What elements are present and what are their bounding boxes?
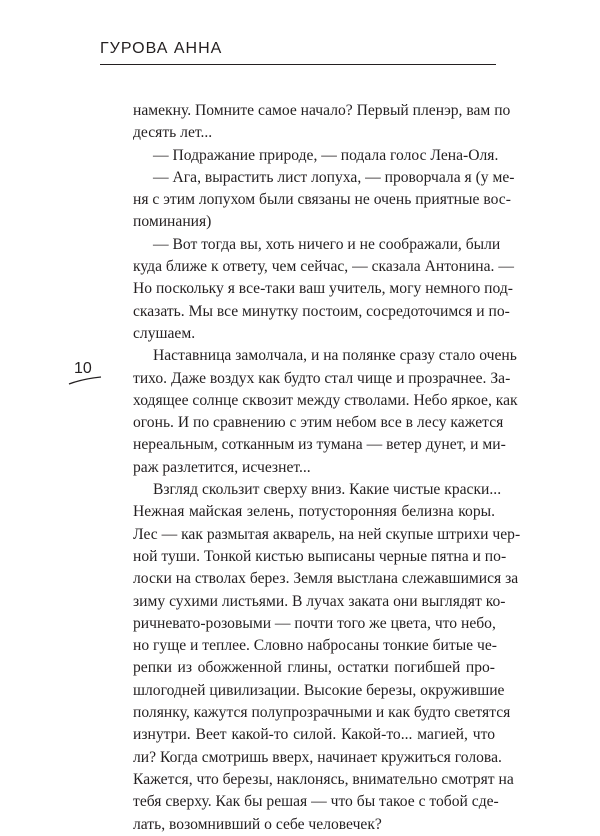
- text-line: намекну. Помните самое начало? Первый пленэр, вам по: [133, 102, 511, 119]
- running-header-author: ГУРОВА АННА: [100, 40, 223, 57]
- text-line: шлогодней цивилизации. Высокие березы, окружившие: [133, 681, 505, 699]
- text-line: раж разлетится, исчезнет...: [133, 458, 311, 476]
- text-line: лать, возомнивший о себе человечек?: [133, 815, 382, 833]
- text-line: — Ага, вырастить лист лопуха, — проворчала я (у ме-: [153, 168, 515, 186]
- text-line: куда ближе к ответу, чем сейчас, — сказала Антонина. —: [133, 258, 514, 276]
- text-line: ходящее солнце сквозит между стволами. Небо яркое, как: [133, 391, 518, 409]
- text-line: ли? Когда смотришь вверх, начинает кружиться голова.: [133, 748, 502, 766]
- text-line: Взгляд скользит сверху вниз. Какие чистые краски...: [153, 481, 502, 499]
- text-line: поминания): [133, 213, 212, 231]
- text-line: Кажется, что березы, наклонясь, внимательно смотрят на: [133, 770, 514, 788]
- text-line: тихо. Даже воздух как будто стал чище и прозрачнее. За-: [133, 369, 511, 387]
- text-line: но гуще и теплее. Словно набросаны тонкие битые че-: [133, 637, 497, 655]
- text-line: изнутри. Веет какой-то силой. Какой-то... магией, что: [133, 726, 495, 744]
- text-line: сказать. Мы все минутку постоим, сосредоточимся и по-: [133, 302, 510, 320]
- page-number-swoosh-icon: [68, 376, 102, 386]
- text-line: — Подражание природе, — подала голос Лена-Оля.: [153, 146, 499, 164]
- body-text: [133, 100, 521, 836]
- text-line: Наставница замолчала, и на полянке сразу стало очень: [153, 347, 517, 365]
- page-number: 10: [74, 360, 92, 377]
- text-line: ной туши. Тонкой кистью выписаны черные пятна и по-: [133, 547, 507, 565]
- text-line: репки из обожженной глины, остатки погибшей про-: [133, 659, 495, 677]
- text-line: Лес — как размытая акварель, на ней скупые штрихи чер-: [133, 525, 521, 543]
- text-line: слушаем.: [133, 324, 196, 342]
- text-line: ня с этим лопухом были связаны не очень приятные вос-: [133, 191, 511, 209]
- text-line: Нежная майская зелень, потусторонняя белизна коры.: [133, 503, 495, 521]
- text-line: десять лет...: [133, 124, 213, 142]
- text-line: лоски на стволах берез. Земля выстлана слежавшимися за: [133, 570, 519, 588]
- text-line: — Вот тогда вы, хоть ничего и не соображали, были: [153, 235, 501, 253]
- text-line: Но поскольку я все-таки ваш учитель, могу немного под-: [133, 280, 513, 298]
- text-line: огонь. И по сравнению с этим небом все в лесу кажется: [133, 414, 504, 432]
- text-line: зиму сухими листьями. В лучах заката они выглядят ко-: [133, 592, 506, 610]
- header-rule: [100, 64, 496, 65]
- text-line: полянку, кажутся полупрозрачными и как будто светятся: [133, 704, 511, 722]
- text-line: тебя сверху. Как бы решая — что бы такое с тобой сдe-: [133, 793, 499, 811]
- text-line: ричневато-розовыми — почти того же цвета, что небо,: [133, 614, 496, 632]
- text-line: нереальным, сотканным из тумана — ветер дунет, и ми-: [133, 436, 506, 454]
